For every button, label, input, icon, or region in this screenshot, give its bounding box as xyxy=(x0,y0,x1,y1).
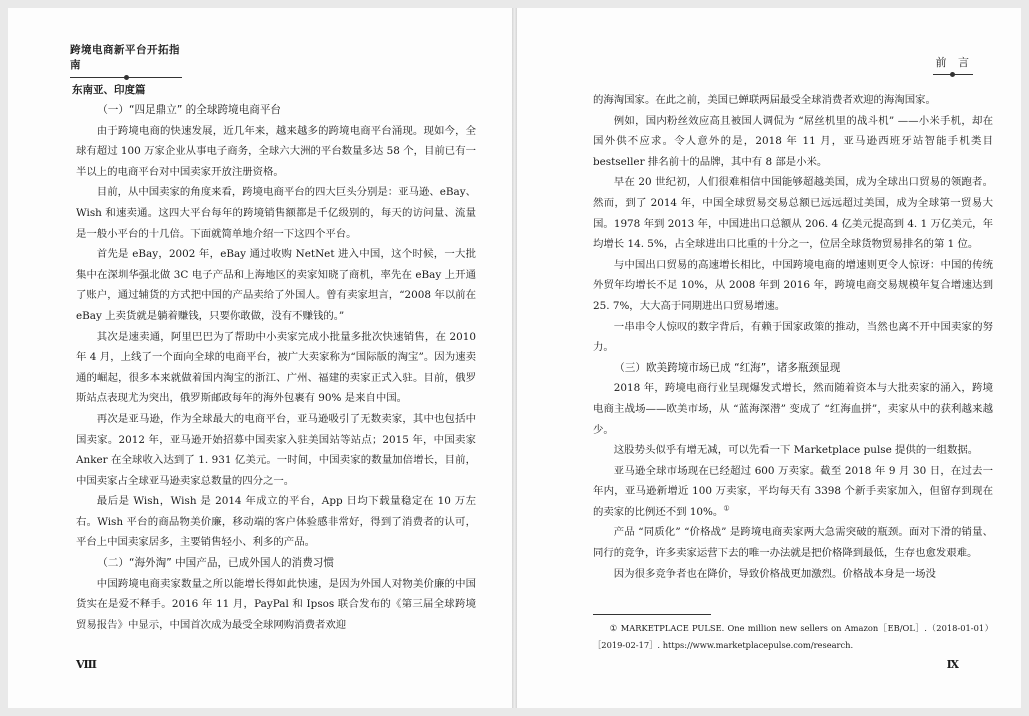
paragraph: 2018 年，跨境电商行业呈现爆发式增长，然而随着资本与大批卖家的涌入，跨境电商主战场——欧美市场，从 “蓝海深潜” 变成了 “红海血拼”，卖家从中的获利越来越少。 xyxy=(593,382,993,436)
running-head-left xyxy=(70,42,190,97)
header-rule xyxy=(70,77,182,78)
paragraph: 其次是速卖通，阿里巴巴为了帮助中小卖家完成小批量多批次快速销售，在 2010 年 4 月，上线了一个面向全球的电商平台，被广大卖家称为“国际版的淘宝”。因为速卖通的崛起，很多本来就做着国内淘宝的浙江、广州、福建的卖家正式入驻。目前，俄罗斯站点表现尤为突出，俄罗斯邮政每年的海外包裹有 90% 是来自中国。 xyxy=(76,330,476,405)
footnote-marker[interactable]: ① xyxy=(723,504,730,513)
paragraph-text: 亚马逊全球市场现在已经超过 600 万卖家。截至 2018 年 9 月 30 日，在过去一年内，亚马逊新增近 100 万卖家，平均每天有 3398 个新手卖家加入，但留存到现在的卖家的比例还不到 10%。 xyxy=(593,464,993,518)
paragraph: 这股势头似乎有增无减，可以先看一下 Marketplace pulse 提供的一组数据。 xyxy=(613,444,979,457)
book-title: 跨境电商新平台开拓指南 xyxy=(70,44,180,71)
right-page-body xyxy=(593,90,993,584)
header-rule-dot xyxy=(950,72,955,77)
paragraph: 一串串令人惊叹的数字背后，有赖于国家政策的推动，当然也离不开中国卖家的努力。 xyxy=(593,320,993,354)
paragraph xyxy=(593,461,993,523)
footnote-text: ① MARKETPLACE PULSE. One million new sellers on Amazon［EB/OL］.（2018-01-01）［2019-02-17］. https://www.marketplacepulse.com/research. xyxy=(593,623,993,650)
section-heading: （三）欧美跨境市场已成 “红海”，诸多瓶颈显现 xyxy=(614,361,841,374)
header-rule xyxy=(933,74,973,75)
header-rule-dot xyxy=(124,75,129,80)
paragraph: 由于跨境电商的快速发展，近几年来，越来越多的跨境电商平台涌现。现如今，全球有超过 100 万家企业从事电子商务，全球六大洲的平台数量多达 58 个，目前已有一半以上的电商平台对中国卖家开放注册资格。 xyxy=(76,124,476,178)
paragraph: 再次是亚马逊，作为全球最大的电商平台，亚马逊吸引了无数卖家，其中也包括中国卖家。2012 年，亚马逊开始招募中国卖家入驻美国站等站点；2015 年，中国卖家 Anker 在全球收入达到了 1. 931 亿美元。一时间，中国卖家的数量加倍增长，目前，中国卖家占全球亚马逊卖家总数量的四分之一。 xyxy=(76,412,476,487)
footnote-rule xyxy=(593,614,711,615)
page-number-left: Ⅷ xyxy=(76,658,97,671)
paragraph: 目前，从中国卖家的角度来看，跨境电商平台的四大巨头分别是：亚马逊、eBay、Wish 和速卖通。这四大平台每年的跨境销售额都是千亿级别的，每天的访问量、流量是一般小平台的十几倍。下面就简单地介绍一下这四个平台。 xyxy=(76,186,476,240)
paragraph: 中国跨境电商卖家数量之所以能增长得如此快速，是因为外国人对物美价廉的中国货实在是爱不释手。2016 年 11 月，PayPal 和 Ipsos 联合发布的《第三届全球跨境贸易报告》中显示，中国首次成为最受全球网购消费者欢迎 xyxy=(76,577,476,631)
section-heading: （二）“海外淘” 中国产品，已成外国人的消费习惯 xyxy=(97,557,334,570)
running-head-right xyxy=(933,54,973,75)
paragraph: 首先是 eBay，2002 年，eBay 通过收购 NetNet 进入中国，这个时候，一大批集中在深圳华强北做 3C 电子产品和上海地区的卖家知晓了商机，率先在 eBay 上开通了账户，通过辅货的方式把中国的产品卖给了外国人。曾有卖家坦言，“2008 年以前在 eBay 上卖货就是躺着赚钱，只要你敢做，没有不赚钱的。” xyxy=(76,248,476,322)
book-subtitle: 东南亚、印度篇 xyxy=(72,84,146,96)
paragraph: 的海淘国家。在此之前，美国已蝉联两届最受全球消费者欢迎的海淘国家。 xyxy=(593,94,936,106)
section-heading: （一）“四足鼎立” 的全球跨境电商平台 xyxy=(97,104,282,116)
left-page xyxy=(8,8,512,708)
section-title: 前 言 xyxy=(935,56,973,69)
paragraph: 最后是 Wish，Wish 是 2014 年成立的平台，App 日均下载量稳定在 10 万左右。Wish 平台的商品物美价廉，移动端的客户体验感非常好，得到了消费者的认可，平台上中国卖家居多，主要销售轻小、利多的产品。 xyxy=(76,495,476,549)
left-page-body xyxy=(76,100,476,635)
page-number-right: Ⅸ xyxy=(946,658,959,671)
paragraph: 例如，国内粉丝效应高且被国人调侃为 “屌丝机里的战斗机” ——小米手机，却在国外供不应求。令人意外的是，2018 年 11 月，亚马逊西班牙站智能手机类目 bestseller 排名前十的品牌，其中有 8 部是小米。 xyxy=(593,114,993,168)
paragraph: 产品 “同质化” “价格战” 是跨境电商卖家两大急需突破的瓶颈。面对下滑的销量、同行的竞争，许多卖家运营下去的唯一办法就是把价格降到最低，生存也愈发艰难。 xyxy=(593,526,993,560)
footnote xyxy=(593,620,993,654)
paragraph: 与中国出口贸易的高速增长相比，中国跨境电商的增速则更令人惊讶：中国的传统外贸年均增长不足 10%，从 2008 年到 2016 年，跨境电商交易规模年复合增速达到 25. 7%，大大高于同期进出口贸易增速。 xyxy=(593,258,993,312)
right-page xyxy=(517,8,1021,708)
paragraph: 因为很多竞争者也在降价，导致价格战更加激烈。价格战本身是一场没 xyxy=(613,567,936,580)
paragraph: 早在 20 世纪初，人们很难相信中国能够超越美国，成为全球出口贸易的领跑者。然而，到了 2014 年，中国全球贸易交易总额已远远超过美国，成为全球第一贸易大国。1978 年到 2013 年，中国进出口总额从 206. 4 亿美元提高到 4. 1 万亿美元，年均增长 14. 5%，占全球进出口比重的十分之一，位居全球货物贸易排名的第 1 位。 xyxy=(593,176,993,251)
